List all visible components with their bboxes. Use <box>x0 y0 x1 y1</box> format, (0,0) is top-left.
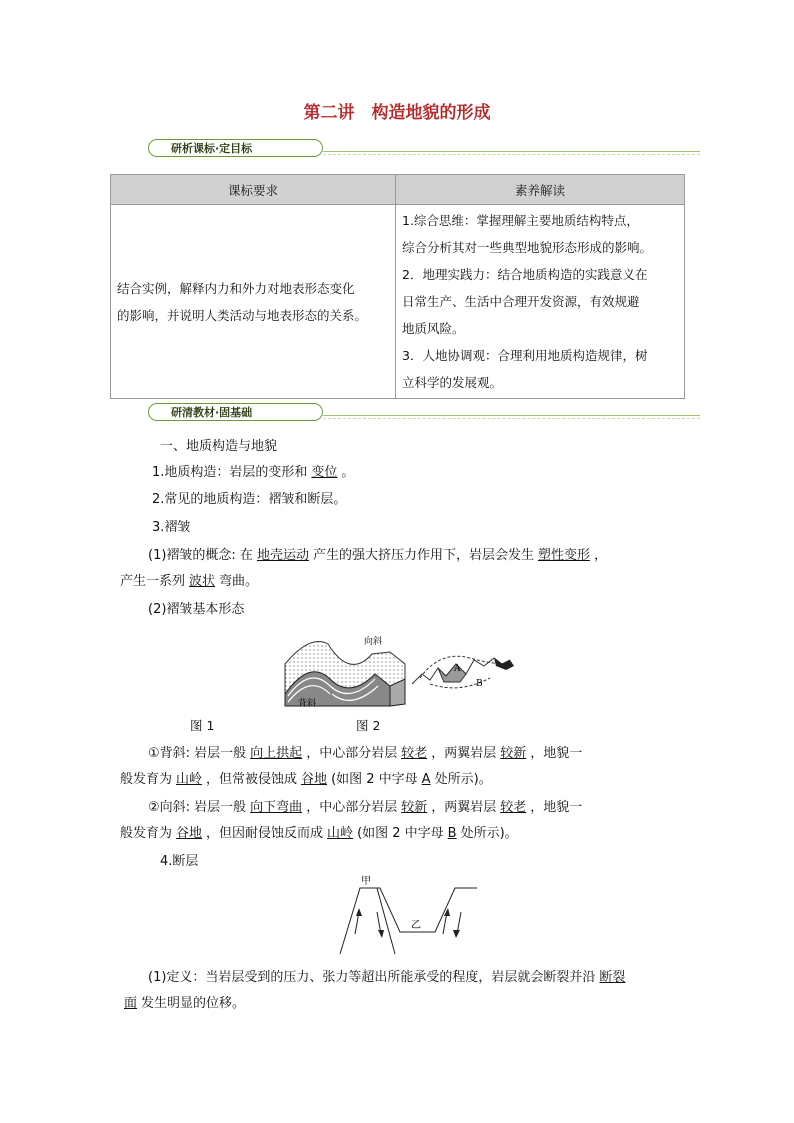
page-title: 第二讲 构造地貌的形成 <box>303 103 491 123</box>
section-banner-curriculum <box>148 139 700 163</box>
table-header-literacy: 素养解读 <box>396 175 685 205</box>
paragraph: 4.断层 <box>160 854 199 869</box>
fault-label-jia: 甲 <box>361 876 371 887</box>
fold-label-b: B <box>476 679 483 689</box>
figure-caption-2: 图 2 <box>356 718 381 733</box>
fold-label-a: A <box>454 664 461 674</box>
paragraph: (1)定义：当岩层受到的压力、张力等超出所能承受的程度，岩层就会断裂并沿 断裂 <box>148 970 626 985</box>
fold-label-syncline: 向斜 <box>364 637 383 647</box>
banner-label: 研清教材·固基础 <box>148 403 323 421</box>
fold-diagram-figure-2 <box>410 644 520 692</box>
paragraph: 2.常见的地质构造：褶皱和断层。 <box>152 492 347 507</box>
paragraph: 般发育为 谷地 ，但因耐侵蚀反而成 山岭 (如图 2 中字母 B 处所示)。 <box>120 826 518 841</box>
table-cell-requirement: 结合实例，解释内力和外力对地表形态变化 的影响，并说明人类活动与地表形态的关系。 <box>111 205 396 399</box>
paragraph: 面 发生明显的位移。 <box>124 996 246 1011</box>
curriculum-table <box>110 174 685 399</box>
fault-label-yi: 乙 <box>411 920 421 931</box>
paragraph: (2)褶皱基本形态 <box>148 602 245 617</box>
paragraph: 1.地质构造：岩层的变形和 变位 。 <box>152 465 355 480</box>
section-banner-textbook <box>148 403 700 427</box>
paragraph: (1)褶皱的概念: 在 地壳运动 产生的强大挤压力作用下，岩层会发生 塑性变形 ， <box>148 548 607 563</box>
paragraph: 般发育为 山岭 ，但常被侵蚀成 谷地 (如图 2 中字母 A 处所示)。 <box>120 772 492 787</box>
fold-diagram-figure-1 <box>280 624 410 712</box>
paragraph: ①背斜: 岩层一般 向上拱起 ，中心部分岩层 较老 ，两翼岩层 较新 ，地貌一 <box>148 746 583 761</box>
table-header-requirement: 课标要求 <box>111 175 396 205</box>
fold-label-anticline: 背斜 <box>298 699 317 709</box>
paragraph: ②向斜: 岩层一般 向下弯曲 ，中心部分岩层 较新 ，两翼岩层 较老 ，地貌一 <box>148 800 583 815</box>
paragraph: 3.褶皱 <box>152 520 191 535</box>
banner-label: 研析课标·定目标 <box>148 139 323 157</box>
heading-geology: 一、地质构造与地貌 <box>160 439 278 454</box>
figure-caption-1: 图 1 <box>190 718 215 733</box>
paragraph: 产生一系列 波状 弯曲。 <box>120 574 259 589</box>
fault-diagram <box>335 872 485 960</box>
table-cell-literacy: 1.综合思维：掌握理解主要地质结构特点， 综合分析其对一些典型地貌形态形成的影响。 2．地理实践力：结合地质构造的实践意义在 日常生产、生活中合理开发资源，有效规避 地质风险。 3．人地协调观：合理利用地质构造规律，树 立科学的发展观。 <box>396 205 685 399</box>
